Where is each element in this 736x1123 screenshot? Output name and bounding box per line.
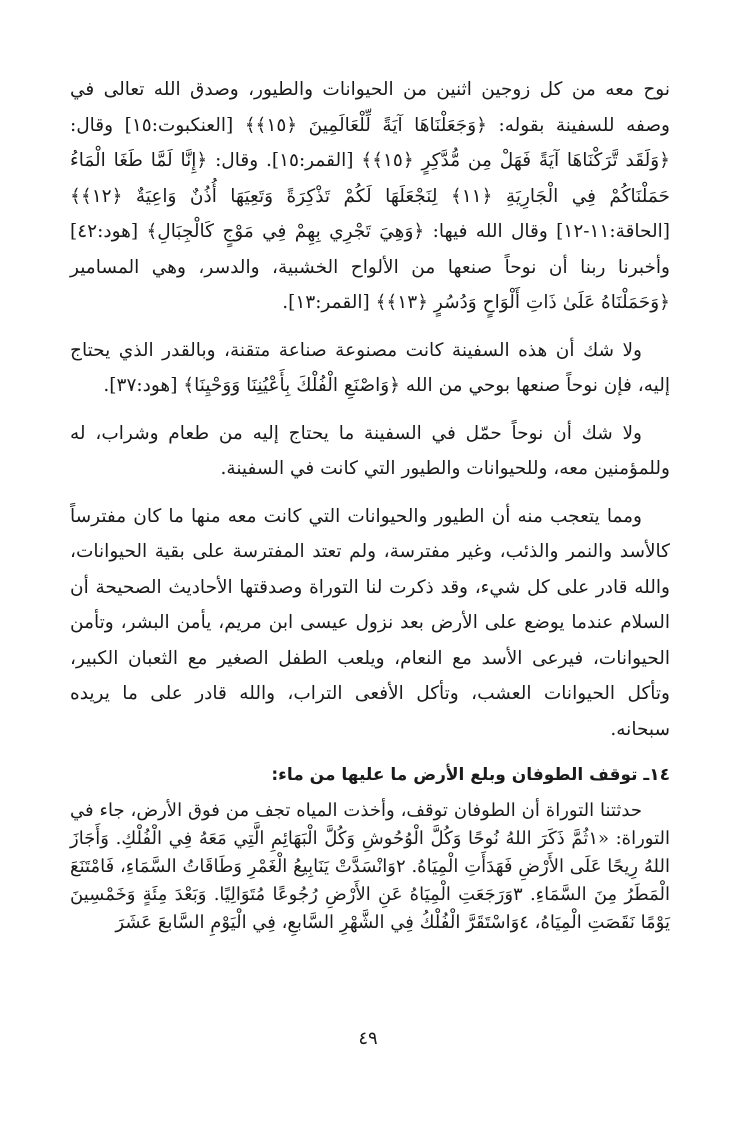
paragraph-ark-verses: نوح معه من كل زوجين اثنين من الحيوانات والطيور، وصدق الله تعالى في وصفه للسفينة بقوله: ﴿وَجَعَلْنَاهَا آيَةً لِّلْعَالَمِينَ ﴿١٥﴾﴾ [العنكبوت:١٥] وقال: ﴿وَلَقَد تَّرَكْنَاهَا آيَةً فَهَلْ مِن مُّدَّكِرٍ ﴿١٥﴾﴾ [القمر:١٥]. وقال: ﴿إِنَّا لَمَّا طَغَا الْمَاءُ حَمَلْنَاكُمْ فِي الْجَارِيَةِ ﴿١١﴾ لِنَجْعَلَهَا لَكُمْ تَذْكِرَةً وَتَعِيَهَا أُذُنٌ وَاعِيَةٌ ﴿١٢﴾﴾ [الحاقة:١١-١٢] وقال الله فيها: ﴿وَهِيَ تَجْرِي بِهِمْ فِي مَوْجٍ كَالْجِبَالِ﴾ [هود:٤٢] وأخبرنا ربنا أن نوحاً صنعها من الألواح الخشبية، والدسر، وهي المسامير ﴿وَحَمَلْنَاهُ عَلَىٰ ذَاتِ أَلْوَاحٍ وَدُسُرٍ ﴿١٣﴾﴾ [القمر:١٣]. (70, 79, 670, 313)
paragraph-ark-provisions: ولا شك أن نوحاً حمّل في السفينة ما يحتاج إليه من طعام وشراب، له وللمؤمنين معه، وللحيوانات والطيور التي كانت في السفينة. (70, 422, 670, 479)
section-heading: ١٤ـ توقف الطوفان وبلع الأرض ما عليها من ماء: (271, 765, 670, 785)
page-body (70, 72, 670, 949)
page-number: ٤٩ (358, 1028, 378, 1049)
paragraph-ark-craft: ولا شك أن هذه السفينة كانت مصنوعة صناعة متقنة، وبالقدر الذي يحتاج إليه، فإن نوحاً صنعها بوحي من الله ﴿وَاصْنَعِ الْفُلْكَ بِأَعْيُنِنَا وَوَحْيِنَا﴾ [هود:٣٧]. (70, 339, 670, 396)
paragraph-torah-quote: حدثتنا التوراة أن الطوفان توقف، وأخذت المياه تجف من فوق الأرض، جاء في التوراة: «١ثُمَّ ذَكَرَ اللهُ نُوحًا وَكُلَّ الْوُحُوشِ وَكُلَّ الْبَهَائِمِ الَّتِي مَعَهُ فِي الْفُلْكِ. وَأَجَازَ اللهُ رِيحًا عَلَى الأَرْضِ فَهَدَأَتِ الْمِيَاهُ. ٢وَانْسَدَّتْ يَنَابِيعُ الْغَمْرِ وَطَاقَاتُ السَّمَاءِ، فَامْتَنَعَ الْمَطَرُ مِنَ السَّمَاءِ. ٣وَرَجَعَتِ الْمِيَاهُ عَنِ الأَرْضِ رُجُوعًا مُتَوَالِيًا. وَبَعْدَ مِئَةٍ وَخَمْسِينَ يَوْمًا نَقَصَتِ الْمِيَاهُ، ٤وَاسْتَقَرَّ الْفُلْكُ فِي الشَّهْرِ السَّابعِ، فِي الْيَوْمِ السَّابعَ عَشَرَ (70, 800, 671, 933)
paragraph-animals-peace: ومما يتعجب منه أن الطيور والحيوانات التي كانت معه منها ما كان مفترساً كالأسد والنمر والذئب، وغير مفترسة، ولم تعتد المفترسة على بقية الحيوانات، والله قادر على كل شيء، وقد ذكرت لنا التوراة وصدقتها الأحاديث الصحيحة أن السلام عندما يوضع على الأرض بعد نزول عيسى ابن مريم، يأمن البشر، وتأمن الحيوانات، فيرعى الأسد مع النعام، ويلعب الطفل الصغير مع الثعبان الكبير، وتأكل الحيوانات العشب، وتأكل الأفعى التراب، والله قادر على ما يريده سبحانه. (70, 505, 670, 740)
